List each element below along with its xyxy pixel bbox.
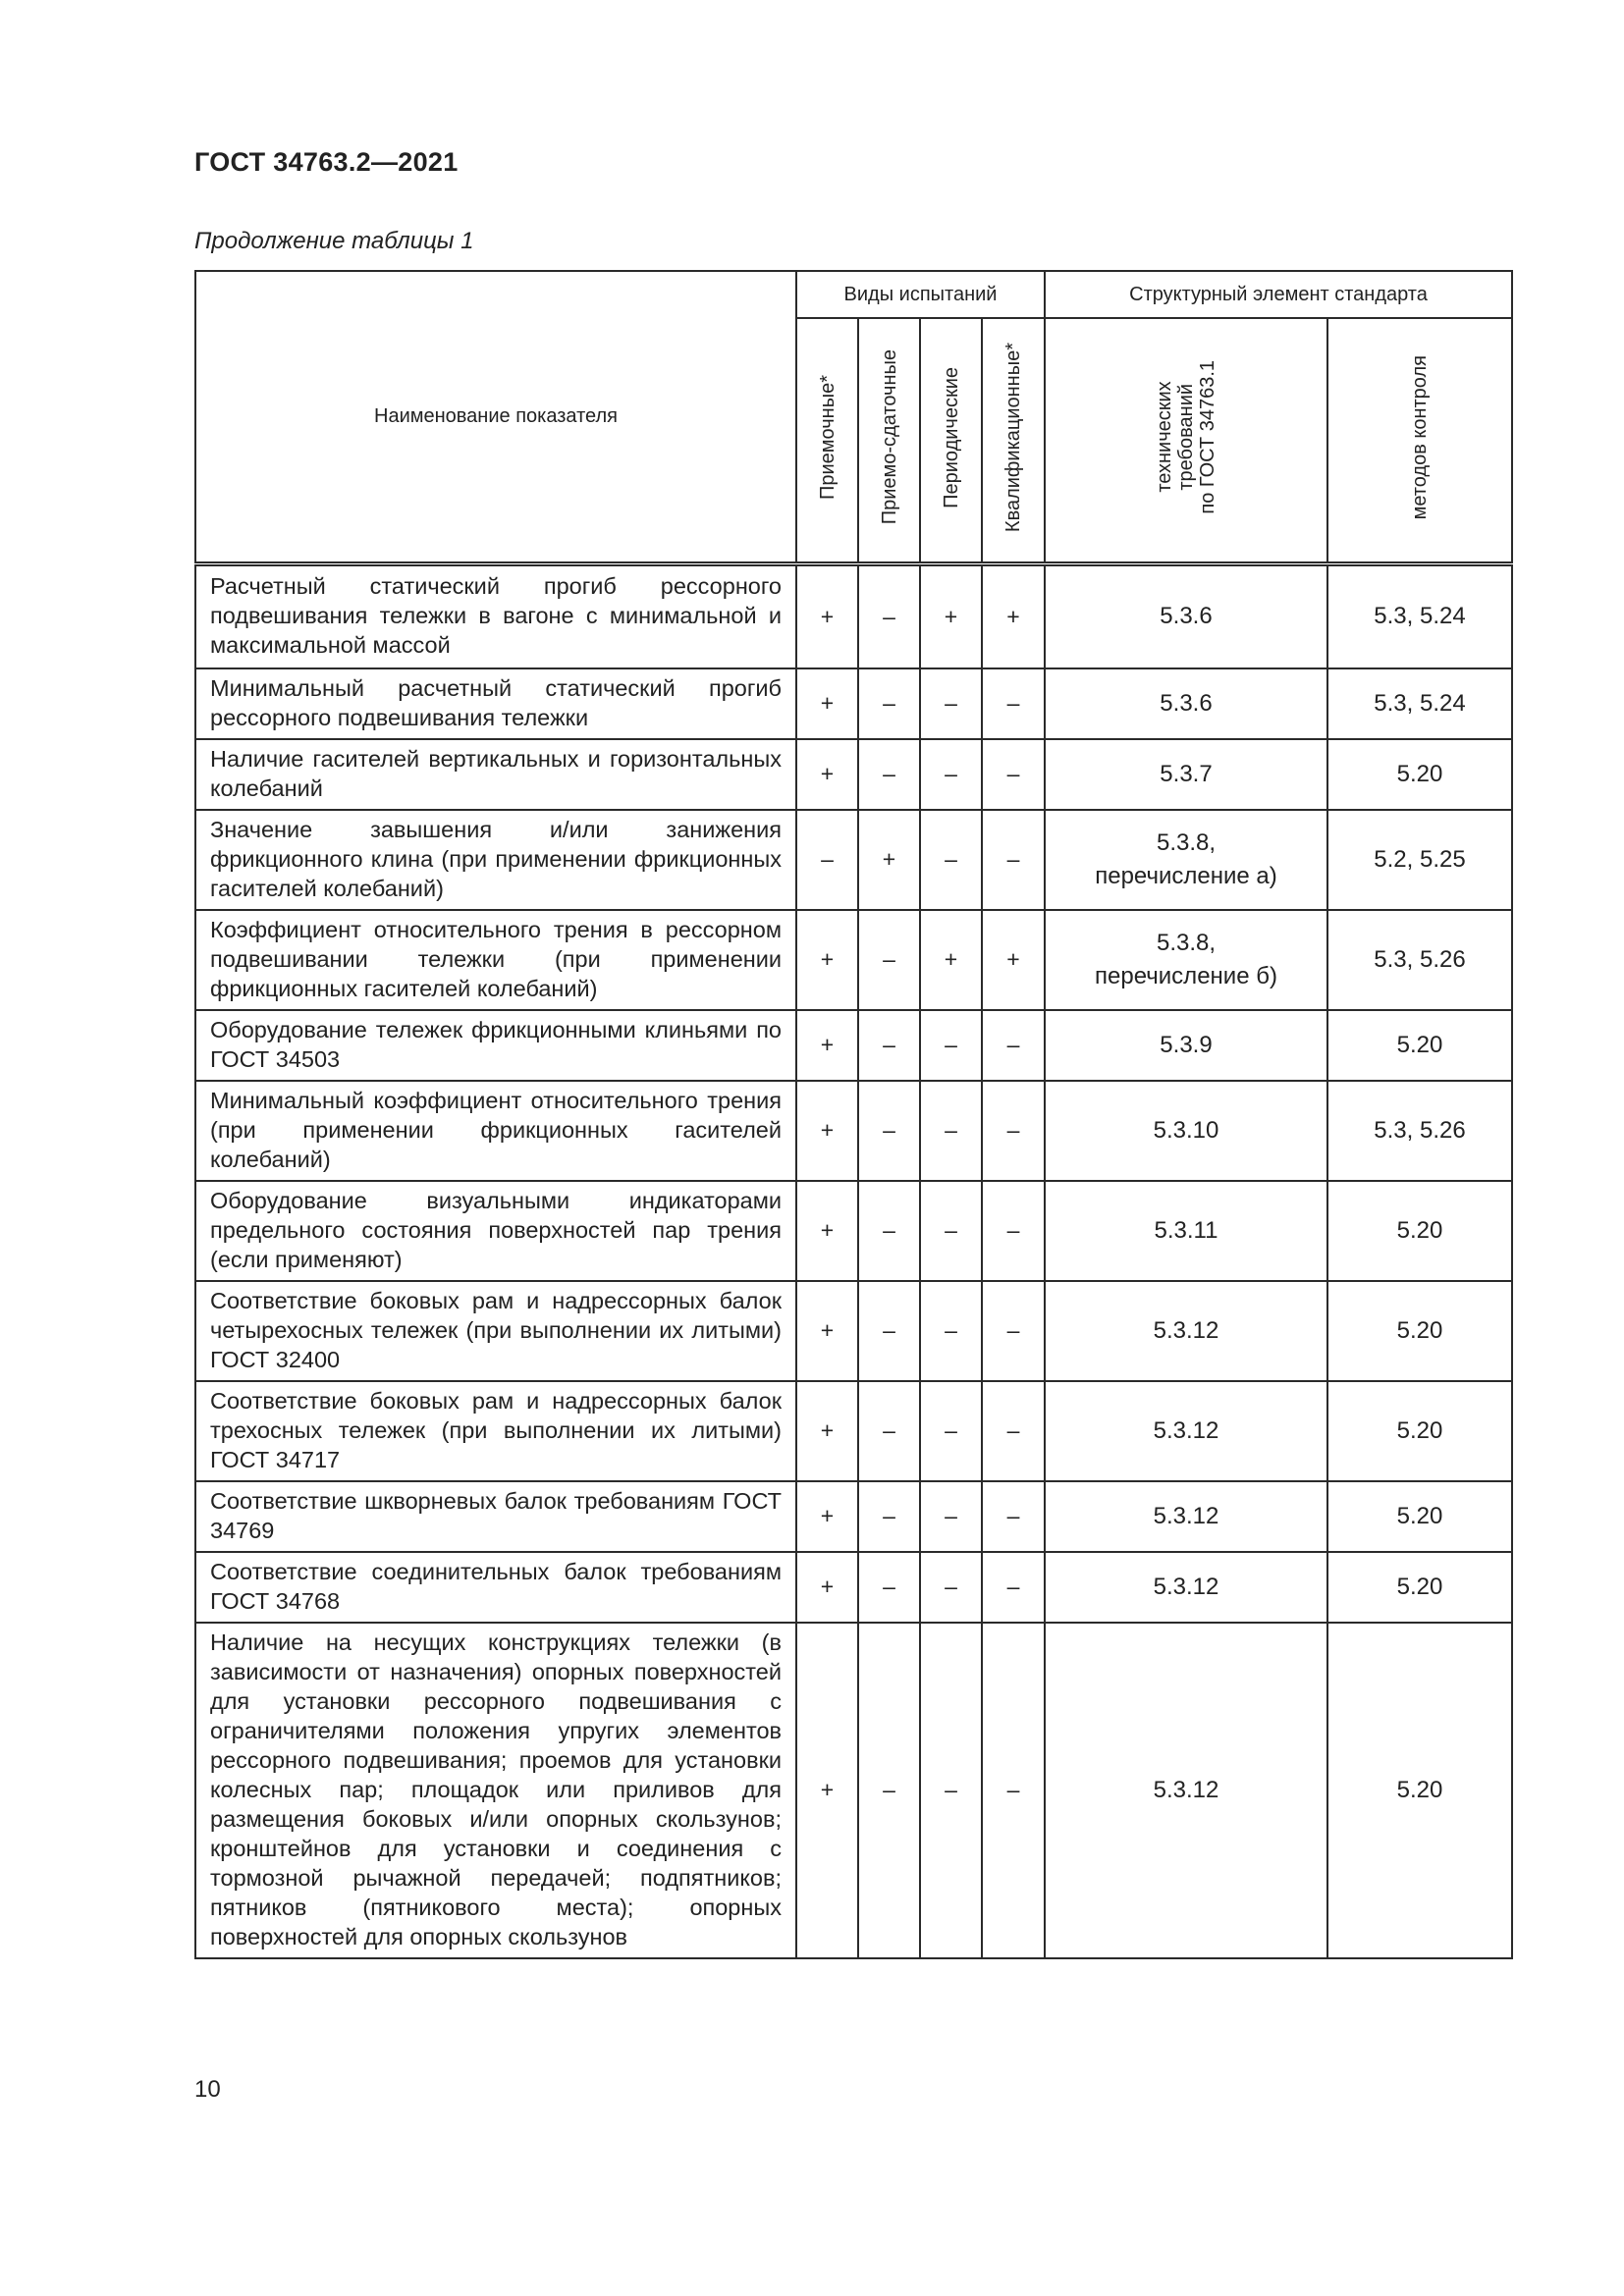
- header-periodic: Периодические: [920, 318, 982, 564]
- acceptance-mark: +: [796, 1623, 858, 1958]
- control-method-ref: 5.20: [1327, 1010, 1512, 1081]
- periodic-mark: +: [920, 564, 982, 668]
- control-method-ref: 5.20: [1327, 1623, 1512, 1958]
- acceptance-mark: +: [796, 1010, 858, 1081]
- technical-requirement-ref: 5.3.12: [1045, 1281, 1327, 1381]
- periodic-mark: –: [920, 739, 982, 810]
- acceptance-mark: +: [796, 1552, 858, 1623]
- indicator-name-cell: Оборудование визуальными индикаторами предельного состояния поверхностей пар трения (если применяют): [195, 1181, 796, 1281]
- table-row: [195, 1481, 1512, 1552]
- header-acceptance: Приемочные*: [796, 318, 858, 564]
- control-method-ref: 5.20: [1327, 739, 1512, 810]
- table-row: [195, 1381, 1512, 1481]
- technical-requirement-ref: 5.3.12: [1045, 1481, 1327, 1552]
- technical-requirement-ref: 5.3.6: [1045, 668, 1327, 739]
- indicator-name-cell: Оборудование тележек фрикционными клиньями по ГОСТ 34503: [195, 1010, 796, 1081]
- technical-requirement-ref: 5.3.6: [1045, 564, 1327, 668]
- technical-requirement-ref: 5.3.12: [1045, 1381, 1327, 1481]
- indicator-name-cell: Соответствие шкворневых балок требованиям ГОСТ 34769: [195, 1481, 796, 1552]
- header-indicator-name: Наименование показателя: [195, 271, 796, 564]
- qualification-mark: –: [982, 1381, 1045, 1481]
- periodic-mark: –: [920, 1381, 982, 1481]
- table-row: [195, 1552, 1512, 1623]
- qualification-mark: +: [982, 564, 1045, 668]
- indicator-name-cell: Минимальный расчетный статический прогиб рессорного подвешивания тележки: [195, 668, 796, 739]
- periodic-mark: –: [920, 1281, 982, 1381]
- acceptance-delivery-mark: +: [858, 810, 920, 910]
- periodic-mark: –: [920, 1010, 982, 1081]
- header-control-methods: методов контроля: [1327, 318, 1512, 564]
- header-test-types: Виды испытаний: [796, 271, 1045, 318]
- header-qualification: Квалификационные*: [982, 318, 1045, 564]
- table-row: [195, 810, 1512, 910]
- acceptance-mark: –: [796, 810, 858, 910]
- qualification-mark: –: [982, 1181, 1045, 1281]
- table-row: [195, 564, 1512, 668]
- acceptance-delivery-mark: –: [858, 1181, 920, 1281]
- acceptance-mark: +: [796, 1081, 858, 1181]
- qualification-mark: –: [982, 1481, 1045, 1552]
- acceptance-mark: +: [796, 564, 858, 668]
- technical-requirement-ref: 5.3.8, перечисление б): [1045, 910, 1327, 1010]
- acceptance-delivery-mark: –: [858, 739, 920, 810]
- acceptance-mark: +: [796, 1181, 858, 1281]
- acceptance-mark: +: [796, 910, 858, 1010]
- acceptance-delivery-mark: –: [858, 1552, 920, 1623]
- control-method-ref: 5.20: [1327, 1552, 1512, 1623]
- indicator-name-cell: Соответствие соединительных балок требованиям ГОСТ 34768: [195, 1552, 796, 1623]
- acceptance-mark: +: [796, 739, 858, 810]
- indicator-name-cell: Значение завышения и/или занижения фрикционного клина (при применении фрикционных гасителей колебаний): [195, 810, 796, 910]
- control-method-ref: 5.3, 5.24: [1327, 564, 1512, 668]
- technical-requirement-ref: 5.3.9: [1045, 1010, 1327, 1081]
- acceptance-mark: +: [796, 1481, 858, 1552]
- qualification-mark: –: [982, 1281, 1045, 1381]
- control-method-ref: 5.20: [1327, 1481, 1512, 1552]
- header-technical-requirements: технических требований по ГОСТ 34763.1: [1045, 318, 1327, 564]
- periodic-mark: +: [920, 910, 982, 1010]
- table-row: [195, 1081, 1512, 1181]
- technical-requirement-ref: 5.3.7: [1045, 739, 1327, 810]
- table-row: [195, 1623, 1512, 1958]
- acceptance-mark: +: [796, 1281, 858, 1381]
- acceptance-delivery-mark: –: [858, 1281, 920, 1381]
- acceptance-mark: +: [796, 1381, 858, 1481]
- technical-requirement-ref: 5.3.10: [1045, 1081, 1327, 1181]
- table-row: [195, 668, 1512, 739]
- technical-requirement-ref: 5.3.11: [1045, 1181, 1327, 1281]
- header-acceptance-delivery: Приемо-сдаточные: [858, 318, 920, 564]
- indicator-name-cell: Соответствие боковых рам и надрессорных балок трехосных тележек (при выполнении их литыми) ГОСТ 34717: [195, 1381, 796, 1481]
- acceptance-mark: +: [796, 668, 858, 739]
- indicator-name-cell: Коэффициент относительного трения в рессорном подвешивании тележки (при применении фрикционных гасителей колебаний): [195, 910, 796, 1010]
- technical-requirement-ref: 5.3.8, перечисление а): [1045, 810, 1327, 910]
- qualification-mark: –: [982, 1623, 1045, 1958]
- control-method-ref: 5.3, 5.26: [1327, 1081, 1512, 1181]
- acceptance-delivery-mark: –: [858, 564, 920, 668]
- qualification-mark: –: [982, 1081, 1045, 1181]
- control-method-ref: 5.20: [1327, 1381, 1512, 1481]
- control-method-ref: 5.20: [1327, 1181, 1512, 1281]
- page-number: 10: [194, 2076, 221, 2103]
- control-method-ref: 5.3, 5.26: [1327, 910, 1512, 1010]
- control-method-ref: 5.3, 5.24: [1327, 668, 1512, 739]
- acceptance-delivery-mark: –: [858, 910, 920, 1010]
- table-row: [195, 1281, 1512, 1381]
- header-structural-element: Структурный элемент стандарта: [1045, 271, 1512, 318]
- technical-requirement-ref: 5.3.12: [1045, 1552, 1327, 1623]
- periodic-mark: –: [920, 810, 982, 910]
- acceptance-delivery-mark: –: [858, 1481, 920, 1552]
- indicator-name-cell: Наличие на несущих конструкциях тележки (в зависимости от назначения) опорных поверхностей для установки рессорного подвешивания с ограничителями положения упругих элементов рессорного подвешивания; проемов для установки колесных пар; площадок или приливов для размещения боковых и/или опорных скользунов; кронштейнов для установки и соединения с тормозной рычажной передачей; подпятников; пятников (пятникового места); опорных поверхностей для опорных скользунов: [195, 1623, 796, 1958]
- qualification-mark: +: [982, 910, 1045, 1010]
- qualification-mark: –: [982, 668, 1045, 739]
- table-continuation-caption: Продолжение таблицы 1: [194, 228, 474, 254]
- indicator-name-cell: Расчетный статический прогиб рессорного подвешивания тележки в вагоне с минимальной и максимальной массой: [195, 564, 796, 668]
- table-row: [195, 1010, 1512, 1081]
- periodic-mark: –: [920, 1481, 982, 1552]
- qualification-mark: –: [982, 810, 1045, 910]
- qualification-mark: –: [982, 1010, 1045, 1081]
- acceptance-delivery-mark: –: [858, 1010, 920, 1081]
- technical-requirement-ref: 5.3.12: [1045, 1623, 1327, 1958]
- periodic-mark: –: [920, 1552, 982, 1623]
- acceptance-delivery-mark: –: [858, 1623, 920, 1958]
- acceptance-delivery-mark: –: [858, 668, 920, 739]
- periodic-mark: –: [920, 1081, 982, 1181]
- indicator-name-cell: Соответствие боковых рам и надрессорных балок четырехосных тележек (при выполнении их литыми) ГОСТ 32400: [195, 1281, 796, 1381]
- table-row: [195, 1181, 1512, 1281]
- control-method-ref: 5.2, 5.25: [1327, 810, 1512, 910]
- periodic-mark: –: [920, 1181, 982, 1281]
- table-row: [195, 739, 1512, 810]
- table-row: [195, 910, 1512, 1010]
- document-title: ГОСТ 34763.2—2021: [194, 147, 459, 177]
- periodic-mark: –: [920, 668, 982, 739]
- indicators-table: [194, 270, 1513, 1959]
- periodic-mark: –: [920, 1623, 982, 1958]
- qualification-mark: –: [982, 739, 1045, 810]
- control-method-ref: 5.20: [1327, 1281, 1512, 1381]
- qualification-mark: –: [982, 1552, 1045, 1623]
- indicator-name-cell: Минимальный коэффициент относительного трения (при применении фрикционных гасителей колебаний): [195, 1081, 796, 1181]
- acceptance-delivery-mark: –: [858, 1081, 920, 1181]
- indicator-name-cell: Наличие гасителей вертикальных и горизонтальных колебаний: [195, 739, 796, 810]
- acceptance-delivery-mark: –: [858, 1381, 920, 1481]
